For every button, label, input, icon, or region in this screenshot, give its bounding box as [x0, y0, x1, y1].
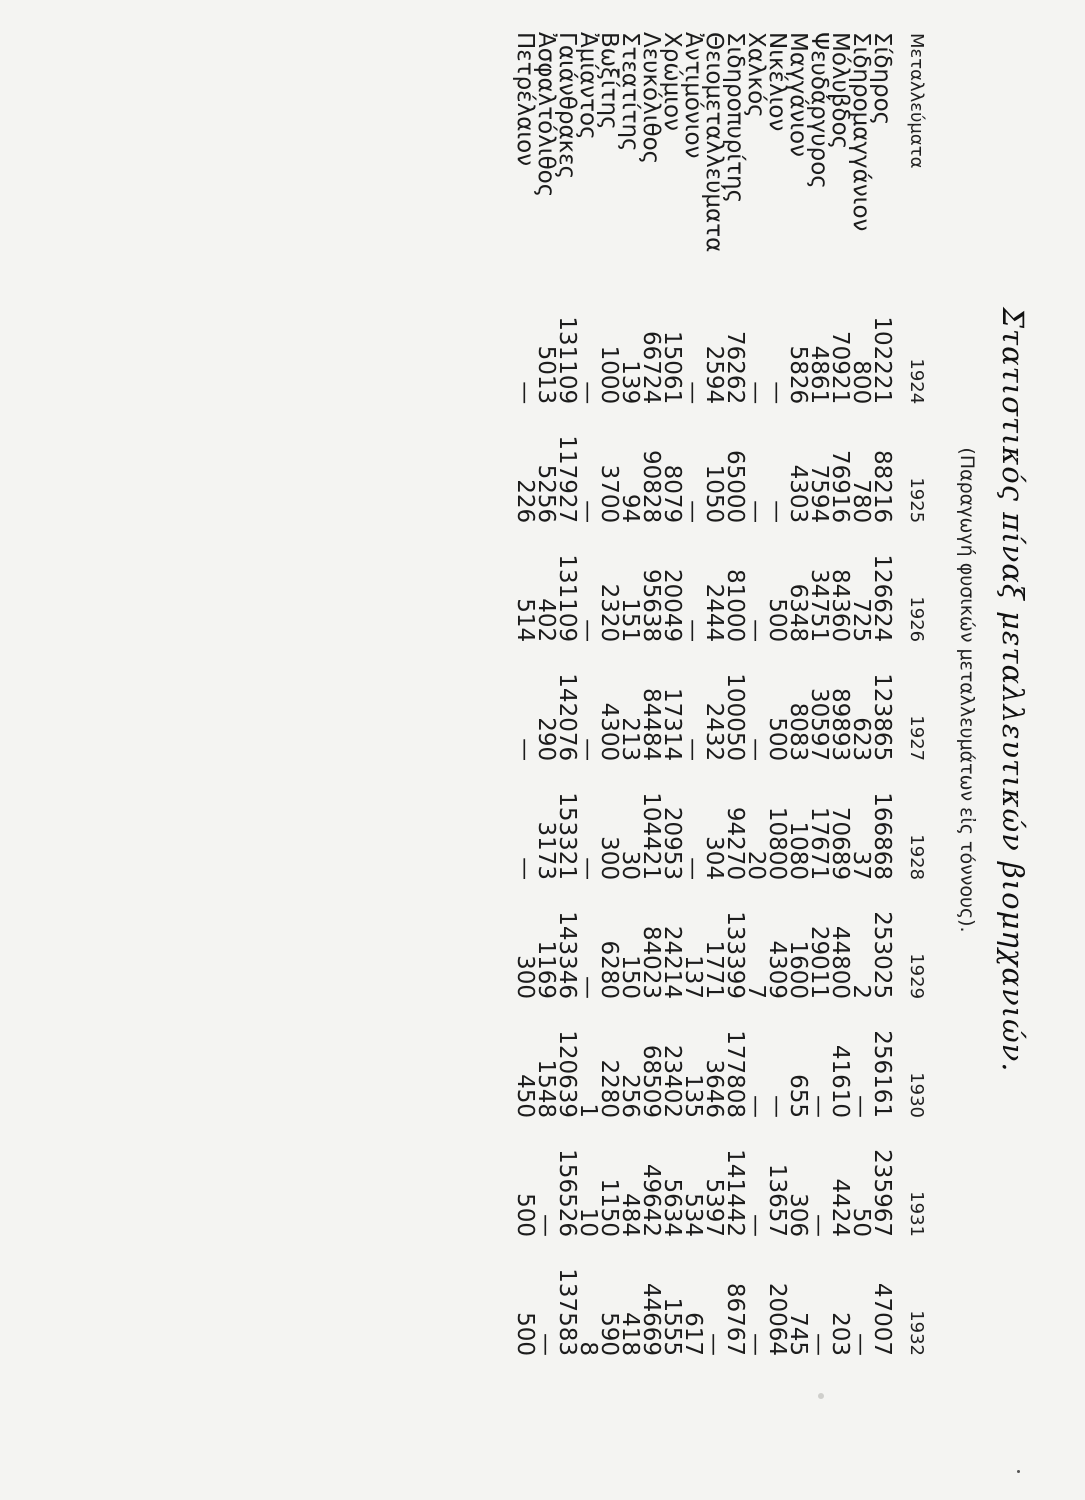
- production-value: 137: [680, 955, 706, 1000]
- production-value: 44800: [827, 925, 853, 1000]
- production-value: 253025: [869, 911, 895, 1000]
- mineral-name: Γαιάνθρακες: [554, 32, 580, 180]
- production-value: 23402: [659, 1044, 685, 1119]
- production-value: 534: [680, 1193, 706, 1237]
- production-value: 137583: [554, 1268, 580, 1356]
- production-value: 590: [596, 1312, 622, 1356]
- production-value: 1548: [533, 1059, 559, 1119]
- mineral-name: Σίδηρος: [869, 32, 895, 126]
- header-year: 1931: [906, 1191, 927, 1237]
- production-value: 6348: [785, 583, 811, 643]
- header-year: 1928: [906, 834, 927, 881]
- production-value: 4309: [764, 940, 790, 1000]
- production-value: 94270: [722, 806, 748, 881]
- mineral-name: Λευκόλιθος: [638, 32, 664, 165]
- production-value: —: [743, 619, 769, 643]
- header-year: 1927: [906, 715, 927, 762]
- production-value: 4861: [806, 345, 832, 405]
- table-row: [850, 32, 871, 1360]
- mineral-name: Χαλκός: [743, 32, 769, 118]
- production-value: 5256: [533, 464, 559, 524]
- mineral-name: Βωξίτης: [596, 32, 622, 130]
- mineral-name: Πετρέλαιον: [512, 32, 538, 167]
- production-value: 617: [680, 1312, 706, 1356]
- mineral-name: Νικέλιον: [764, 32, 790, 132]
- table-row: [745, 32, 766, 1360]
- production-value: 402: [533, 598, 559, 643]
- page-subtitle: (Παραγωγή φυσικών μεταλλευμάτων εἰς τόννους).: [956, 447, 978, 933]
- mineral-name: Θειομεταλλεύματα: [701, 32, 727, 253]
- production-value: 1050: [701, 464, 727, 524]
- production-value: 1150: [596, 1178, 622, 1237]
- production-value: 2320: [596, 583, 622, 643]
- production-value: —: [764, 381, 790, 405]
- production-value: 41610: [827, 1044, 853, 1119]
- production-value: —: [806, 1213, 832, 1237]
- production-value: 1169: [533, 940, 559, 1000]
- production-value: 7: [743, 984, 769, 1000]
- mineral-name: Σιδηροπυρίτης: [722, 32, 748, 204]
- mineral-name: Ψευδάργυρος: [806, 32, 832, 189]
- production-value: 177808: [722, 1030, 748, 1119]
- production-value: 30: [617, 850, 643, 881]
- production-value: 17314: [659, 687, 685, 762]
- production-value: 2432: [701, 702, 727, 762]
- production-value: 104421: [638, 792, 664, 881]
- production-value: —: [806, 1333, 832, 1356]
- header-minerals: Μεταλλεύματα: [906, 33, 927, 169]
- production-value: 2280: [596, 1059, 622, 1119]
- production-value: 623: [848, 717, 874, 762]
- production-value: 65000: [722, 450, 748, 524]
- production-value: 1: [575, 1103, 601, 1119]
- production-value: 418: [617, 1312, 643, 1356]
- production-value: 800: [848, 360, 874, 405]
- production-value: —: [575, 738, 601, 762]
- production-value: 81000: [722, 568, 748, 643]
- page-title: Στατιστικός πίναξ μεταλλευτικών βιομηχανιών.: [996, 307, 1030, 1073]
- mineral-name: Μόλυβδος: [827, 32, 853, 150]
- production-value: 100050: [722, 673, 748, 762]
- production-value: 2444: [701, 583, 727, 643]
- production-value: —: [764, 500, 790, 524]
- table-row: [577, 32, 598, 1360]
- production-value: 13657: [764, 1163, 790, 1237]
- table-row: [535, 32, 556, 1360]
- production-value: 300: [512, 955, 538, 1000]
- production-value: —: [575, 976, 601, 1000]
- production-value: —: [743, 500, 769, 524]
- production-value: 10: [575, 1207, 601, 1237]
- table-row: [703, 32, 724, 1360]
- production-value: 44669: [638, 1282, 664, 1356]
- production-value: 6280: [596, 940, 622, 1000]
- production-value: —: [743, 738, 769, 762]
- production-value: 500: [764, 598, 790, 643]
- table-row: [640, 32, 661, 1360]
- production-value: 151: [617, 598, 643, 643]
- header-year: 1929: [906, 953, 927, 1000]
- statistics-table: [514, 32, 928, 1360]
- scan-speck: [818, 1393, 824, 1399]
- production-value: 47007: [869, 1282, 895, 1356]
- table-row: [829, 32, 850, 1360]
- production-value: —: [533, 1333, 559, 1356]
- production-value: —: [575, 619, 601, 643]
- production-value: 84023: [638, 925, 664, 1000]
- production-value: 8079: [659, 464, 685, 524]
- production-value: 514: [512, 598, 538, 643]
- scan-speck: [1017, 1470, 1020, 1473]
- production-value: —: [680, 619, 706, 643]
- production-value: 300: [596, 836, 622, 881]
- production-value: 76916: [827, 450, 853, 524]
- production-value: 3700: [596, 464, 622, 524]
- production-value: 780: [848, 479, 874, 524]
- production-value: —: [680, 857, 706, 881]
- production-value: 20953: [659, 806, 685, 881]
- production-value: 2: [848, 984, 874, 1000]
- production-value: 50: [848, 1207, 874, 1237]
- production-value: 4424: [827, 1178, 853, 1237]
- production-value: 131109: [554, 554, 580, 643]
- mineral-name: Χρώμιον: [659, 32, 685, 131]
- production-value: —: [743, 1095, 769, 1119]
- production-value: 17671: [806, 806, 832, 881]
- production-value: 226: [512, 479, 538, 524]
- production-value: 500: [512, 1312, 538, 1356]
- production-value: 66724: [638, 331, 664, 405]
- production-value: —: [512, 857, 538, 881]
- table-row: [619, 32, 640, 1360]
- production-value: 102221: [869, 316, 895, 405]
- table-row: [598, 32, 619, 1360]
- production-value: 70921: [827, 331, 853, 405]
- header-year: 1932: [906, 1310, 927, 1356]
- production-value: —: [512, 738, 538, 762]
- production-value: 126624: [869, 554, 895, 643]
- production-value: 123865: [869, 673, 895, 762]
- production-value: —: [743, 1333, 769, 1356]
- mineral-name: Σιδηρομαγγάνιον: [848, 32, 874, 232]
- production-value: 450: [512, 1074, 538, 1119]
- production-value: 4303: [785, 464, 811, 524]
- production-value: —: [806, 1095, 832, 1119]
- mineral-name: Ἀσφαλτόλιθος: [533, 32, 559, 198]
- production-value: 3173: [533, 821, 559, 881]
- production-value: 7594: [806, 464, 832, 524]
- table-row: [766, 32, 787, 1360]
- mineral-name: Στεατίτης: [617, 32, 643, 152]
- production-value: 84484: [638, 687, 664, 762]
- production-value: 84360: [827, 568, 853, 643]
- mineral-name: Ἀντιμόνιον: [680, 32, 706, 159]
- production-value: 143346: [554, 911, 580, 1000]
- production-value: —: [533, 1213, 559, 1237]
- production-value: 30597: [806, 687, 832, 762]
- production-value: 142076: [554, 673, 580, 762]
- table-header-row: [892, 32, 928, 1360]
- table-row: [661, 32, 682, 1360]
- production-value: 256: [617, 1074, 643, 1119]
- production-value: 1600: [785, 940, 811, 1000]
- table-row: [514, 32, 535, 1360]
- production-value: 4300: [596, 702, 622, 762]
- table-row: [556, 32, 577, 1360]
- production-value: 131109: [554, 316, 580, 405]
- production-value: 166868: [869, 792, 895, 881]
- header-year: 1925: [906, 477, 927, 524]
- production-value: —: [764, 1095, 790, 1119]
- production-value: 5826: [785, 345, 811, 405]
- production-value: 5013: [533, 345, 559, 405]
- production-value: 500: [512, 1193, 538, 1237]
- production-value: 655: [785, 1074, 811, 1119]
- header-year: 1930: [906, 1072, 927, 1119]
- table-row: [682, 32, 703, 1360]
- production-value: —: [743, 1213, 769, 1237]
- production-value: 20064: [764, 1282, 790, 1356]
- production-value: —: [743, 381, 769, 405]
- production-value: 94: [617, 493, 643, 524]
- production-value: 306: [785, 1193, 811, 1237]
- production-value: 133399: [722, 911, 748, 1000]
- table-row: [871, 32, 892, 1360]
- rotated-page-content: [30, 20, 1030, 1360]
- production-value: 86767: [722, 1282, 748, 1356]
- production-value: 68509: [638, 1044, 664, 1119]
- production-value: 1080: [785, 821, 811, 881]
- production-value: 1771: [701, 940, 727, 1000]
- mineral-name: Μαγγάνιον: [785, 32, 811, 157]
- production-value: 8: [575, 1341, 601, 1356]
- production-value: 89893: [827, 687, 853, 762]
- production-value: 203: [827, 1312, 853, 1356]
- production-value: 70689: [827, 806, 853, 881]
- production-value: 90828: [638, 450, 664, 524]
- production-value: 5634: [659, 1178, 685, 1237]
- production-value: 3646: [701, 1059, 727, 1119]
- production-value: 95638: [638, 568, 664, 643]
- production-value: 49642: [638, 1163, 664, 1237]
- production-value: 1555: [659, 1297, 685, 1356]
- mineral-name: Ἀμίαντος: [575, 32, 601, 140]
- production-value: 8083: [785, 702, 811, 762]
- production-value: 213: [617, 717, 643, 762]
- production-value: —: [575, 500, 601, 524]
- table-body: [512, 32, 895, 1360]
- production-value: 120639: [554, 1030, 580, 1119]
- production-value: 76262: [722, 331, 748, 405]
- production-value: 29011: [806, 925, 832, 1000]
- production-value: 135: [680, 1074, 706, 1119]
- table-row: [808, 32, 829, 1360]
- header-year: 1926: [906, 596, 927, 643]
- production-value: 725: [848, 598, 874, 643]
- production-value: 235967: [869, 1149, 895, 1237]
- production-value: —: [848, 1095, 874, 1119]
- production-value: 745: [785, 1312, 811, 1356]
- production-value: —: [680, 738, 706, 762]
- production-value: 500: [764, 717, 790, 762]
- table-row: [787, 32, 808, 1360]
- production-value: 15061: [659, 331, 685, 405]
- production-value: 2594: [701, 345, 727, 405]
- production-value: —: [680, 381, 706, 405]
- production-value: 304: [701, 836, 727, 881]
- table-row: [724, 32, 745, 1360]
- production-value: 156526: [554, 1149, 580, 1237]
- production-value: 10800: [764, 806, 790, 881]
- production-value: 37: [848, 850, 874, 881]
- production-value: —: [575, 857, 601, 881]
- production-value: —: [680, 500, 706, 524]
- production-value: 24214: [659, 925, 685, 1000]
- production-value: 5397: [701, 1178, 727, 1237]
- production-value: 256161: [869, 1030, 895, 1119]
- production-value: 20: [743, 850, 769, 881]
- production-value: 141442: [722, 1149, 748, 1237]
- production-value: —: [701, 1333, 727, 1356]
- production-value: 484: [617, 1193, 643, 1237]
- production-value: 150: [617, 955, 643, 1000]
- production-value: —: [575, 381, 601, 405]
- production-value: 139: [617, 360, 643, 405]
- production-value: 117927: [554, 435, 580, 524]
- production-value: 290: [533, 717, 559, 762]
- production-value: 34751: [806, 568, 832, 643]
- header-year: 1924: [906, 358, 927, 405]
- production-value: 88216: [869, 450, 895, 524]
- production-value: 153321: [554, 792, 580, 881]
- production-value: —: [512, 381, 538, 405]
- production-value: 20049: [659, 568, 685, 643]
- production-value: 1000: [596, 345, 622, 405]
- production-value: —: [848, 1333, 874, 1356]
